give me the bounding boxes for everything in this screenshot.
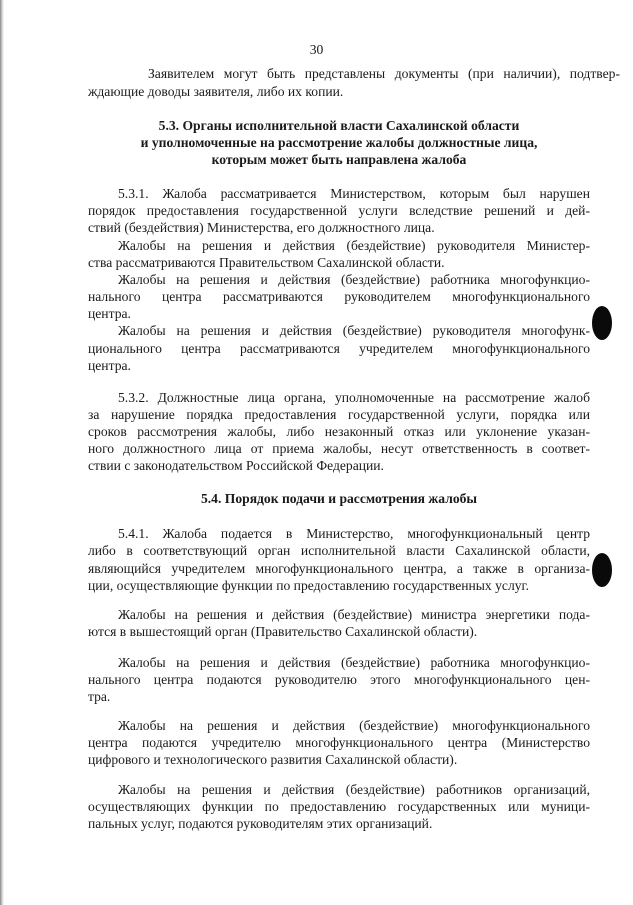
text-line: являющийся учредителем многофункционального центра, а также в организа- xyxy=(88,561,590,576)
section-heading: которым может быть направлена жалоба xyxy=(211,152,467,167)
text-line: ства рассматриваются Правительством Сахалинской области. xyxy=(88,255,445,270)
section-heading: 5.4. Порядок подачи и рассмотрения жалобы xyxy=(200,491,478,506)
text-line: ствий (бездействия) Министерства, его должностного лица. xyxy=(88,220,435,235)
text-line: ции, осуществляющие функции по предоставлению государственных услуг. xyxy=(88,578,529,593)
text-line: 5.3.1. Жалоба рассматривается Министерством, которым был нарушен xyxy=(118,186,590,201)
text-line: центра. xyxy=(88,358,131,373)
binder-hole-mark xyxy=(592,306,612,340)
text-line: порядок предоставления государственной услуги вследствие решений и дей- xyxy=(88,203,590,218)
text-line: центра. xyxy=(88,306,131,321)
text-line: Жалобы на решения и действия (бездействие) многофункционального xyxy=(118,718,590,733)
text-line: за нарушение порядка предоставления государственной услуги, порядка или xyxy=(88,407,590,422)
text-line: нального центра рассматриваются руководителем многофункционального xyxy=(88,289,590,304)
page-number: 30 xyxy=(309,42,324,57)
scan-edge-shadow xyxy=(0,0,4,905)
text-line: ются в вышестоящий орган (Правительство Сахалинской области). xyxy=(88,624,478,639)
text-line: Заявителем могут быть представлены документы (при наличии), подтвер- xyxy=(148,66,620,81)
text-line: ционального центра рассматриваются учредителем многофункционального xyxy=(88,341,590,356)
text-line: 5.4.1. Жалоба подается в Министерство, многофункциональный центр xyxy=(118,526,590,541)
section-heading: 5.3. Органы исполнительной власти Сахалинской области xyxy=(158,118,520,133)
text-line: ствии с законодательством Российской Федерации. xyxy=(88,458,384,473)
text-line: Жалобы на решения и действия (бездействие) министра энергетики пода- xyxy=(118,607,590,622)
text-line: тра. xyxy=(88,689,111,704)
text-line: Жалобы на решения и действия (бездействие) работников организаций, xyxy=(118,782,590,797)
text-line: цифрового и технологического развития Сахалинской области). xyxy=(88,752,458,767)
binder-hole-mark xyxy=(592,553,612,587)
text-line: нального центра подаются руководителю этого многофункционального цен- xyxy=(88,672,590,687)
text-line: Жалобы на решения и действия (бездействие) работника многофункцио- xyxy=(118,655,590,670)
text-line: Жалобы на решения и действия (бездействие) работника многофункцио- xyxy=(118,272,590,287)
text-line: сроков рассмотрения жалобы, либо незаконный отказ или уклонение указан- xyxy=(88,424,590,439)
text-line: ждающие доводы заявителя, либо их копии. xyxy=(88,84,344,99)
text-line: Жалобы на решения и действия (бездействие) руководителя многофунк- xyxy=(118,323,590,338)
text-line: пальных услуг, подаются руководителям этих организаций. xyxy=(88,816,433,831)
text-line: осуществляющих функции по предоставлению государственных или муници- xyxy=(88,799,590,814)
text-line: центра подаются учредителю многофункционального центра (Министерство xyxy=(88,735,590,750)
text-line: ного должностного лица от приема жалобы, несут ответственность в соответ- xyxy=(88,441,590,456)
section-heading: и уполномоченные на рассмотрение жалобы должностные лица, xyxy=(140,135,538,150)
text-line: 5.3.2. Должностные лица органа, уполномоченные на рассмотрение жалоб xyxy=(118,390,590,405)
text-line: Жалобы на решения и действия (бездействие) руководителя Министер- xyxy=(118,238,590,253)
text-line: либо в соответствующий орган исполнительной власти Сахалинской области, xyxy=(88,543,590,558)
